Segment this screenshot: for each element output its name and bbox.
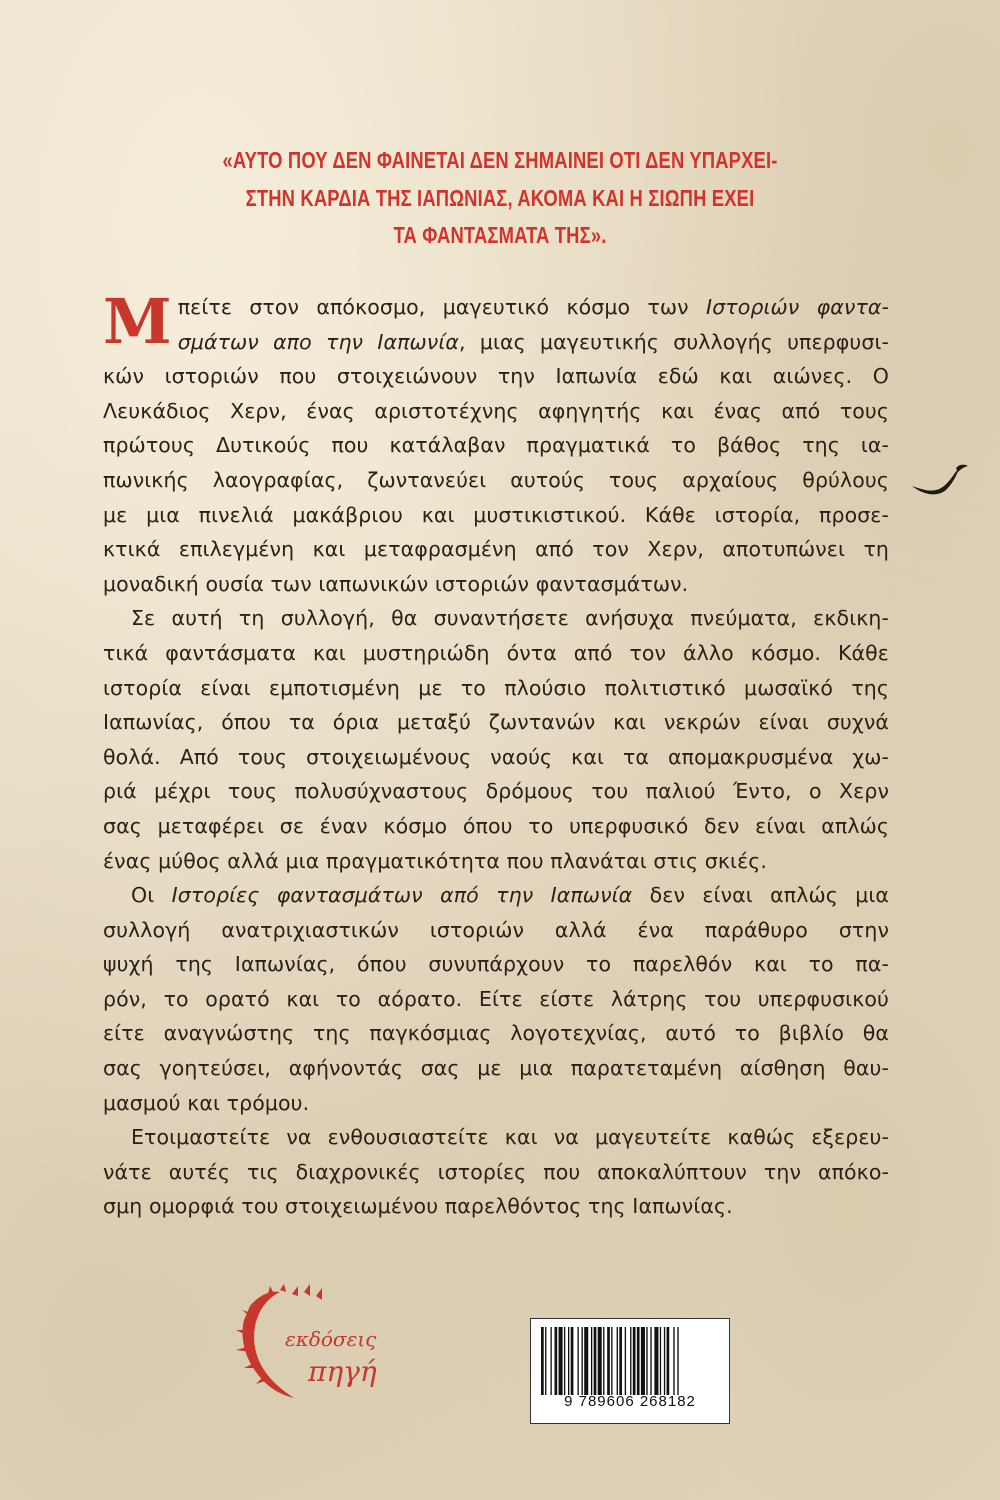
text-line: πρώτους Δυτικούς που κατάλαβαν πραγματικά το βάθος της ια-	[103, 433, 889, 458]
text-line: πωνικής λαογραφίας, ζωντανεύει αυτούς τους αρχαίους θρύλους	[103, 467, 889, 492]
text-line: σας γοητεύσει, αφήνοντάς σας με μια παρατεταμένη αίσθηση θαυ-	[103, 1056, 889, 1081]
text-line: σας μεταφέρει σε έναν κόσμο όπου το υπερφυσικό δεν είναι απλώς	[103, 813, 889, 838]
book-title-inline: Ιστοριών φαντα-	[706, 295, 889, 319]
text-line: τικά φαντάσματα και μυστηριώδη όντα από τον άλλο κόσμο. Κάθε	[103, 640, 889, 665]
publisher-name-line1: εκδόσεις	[285, 1327, 377, 1351]
text-line: πείτε στον απόκοσμο, μαγευτικό κόσμο των Ιστοριών φαντα-	[177, 295, 889, 319]
text-line: είτε αναγνώστης της παγκόσμιας λογοτεχνίας, αυτό το βιβλίο θα	[103, 1021, 889, 1046]
text-line: συλλογή ανατριχιαστικών ιστοριών αλλά ένα παράθυρο στην	[103, 917, 889, 942]
text-line: Λευκάδιος Χερν, ένας αριστοτέχνης αφηγητής και ένας από τους	[103, 398, 889, 423]
text-line: θολά. Από τους στοιχειωμένους ναούς και τα απομακρυσμένα χω-	[103, 744, 889, 769]
text-line: Ιαπωνίας, όπου τα όρια μεταξύ ζωντανών και νεκρών είναι συχνά	[103, 710, 889, 735]
isbn-number: 9 789606 268182	[564, 1393, 696, 1410]
text-line: σμάτων απο την Ιαπωνία, μιας μαγευτικής συλλογής υπερφυσι-	[177, 329, 890, 354]
text-line: Σε αυτή τη συλλογή, θα συναντήσετε ανήσυχα πνεύματα, εκδικη-	[131, 606, 889, 631]
text-line: ιστορία είναι εμποτισμένη με το πλούσιο πολιτιστικό μωσαϊκό της	[103, 675, 889, 700]
book-title-inline: Ιστορίες φαντασμάτων από την Ιαπωνία	[171, 883, 633, 908]
quote-line: ΤΑ ΦΑΝΤΑΣΜΑΤΑ ΤΗΣ».	[393, 222, 607, 248]
text-line: σμη ομορφιά του στοιχειωμένου παρελθόντος της Ιαπωνίας.	[103, 1194, 733, 1219]
text-line: ψυχή της Ιαπωνίας, όπου συνυπάρχουν το παρελθόν και το πα-	[103, 952, 889, 977]
book-title-inline: σμάτων απο την Ιαπωνία	[177, 329, 459, 354]
quote-line: ΣΤΗΝ ΚΑΡΔΙΑ ΤΗΣ ΙΑΠΩΝΙΑΣ, ΑΚΟΜΑ ΚΑΙ Η ΣΙΩΠΗ ΕΧΕΙ	[245, 184, 755, 211]
ink-brush-stroke-icon	[910, 460, 970, 500]
text-line: κτικά επιλεγμένη και μεταφρασμένη από τον Χερν, αποτυπώνει τη	[103, 537, 889, 562]
text-line: ένας μύθος αλλά μια πραγματικότητα που πλανάται στις σκιές.	[103, 848, 767, 873]
barcode-bars	[539, 1327, 721, 1395]
text-line: ριά μέχρι τους πολυσύχναστους δρόμους του παλιού Έντο, ο Χερν	[103, 779, 889, 804]
text-line: μασμού και τρόμου.	[103, 1090, 310, 1115]
publisher-name-line2: πηγή	[308, 1355, 377, 1388]
text-line: νάτε αυτές τις διαχρονικές ιστορίες που αποκαλύπτουν την απόκο-	[103, 1159, 889, 1184]
quote-line: «ΑΥΤΟ ΠΟΥ ΔΕΝ ΦΑΙΝΕΤΑΙ ΔΕΝ ΣΗΜΑΙΝΕΙ ΟΤΙ ΔΕΝ ΥΠΑΡΧΕΙ-	[222, 147, 778, 173]
text-line: Ετοιμαστείτε να ενθουσιαστείτε και να μαγευτείτε καθώς εξερευ-	[131, 1125, 889, 1150]
isbn-barcode	[530, 1318, 730, 1424]
text-line: κών ιστοριών που στοιχειώνουν την Ιαπωνία εδώ και αιώνες. Ο	[103, 364, 889, 389]
text-line: με μια πινελιά μακάβριου και μυστικιστικού. Κάθε ιστορία, προσε-	[103, 502, 889, 527]
text-line: Οι Ιστορίες φαντασμάτων από την Ιαπωνία δεν είναι απλώς μια	[131, 883, 889, 908]
blurb-text	[103, 285, 890, 1224]
text-line: μοναδική ουσία των ιαπωνικών ιστοριών φαντασμάτων.	[103, 571, 689, 596]
drop-cap-letter: Μ	[103, 285, 172, 358]
back-cover-quote	[100, 142, 900, 255]
text-line: ρόν, το ορατό και το αόρατο. Είτε είστε λάτρης του υπερφυσικού	[103, 986, 889, 1011]
